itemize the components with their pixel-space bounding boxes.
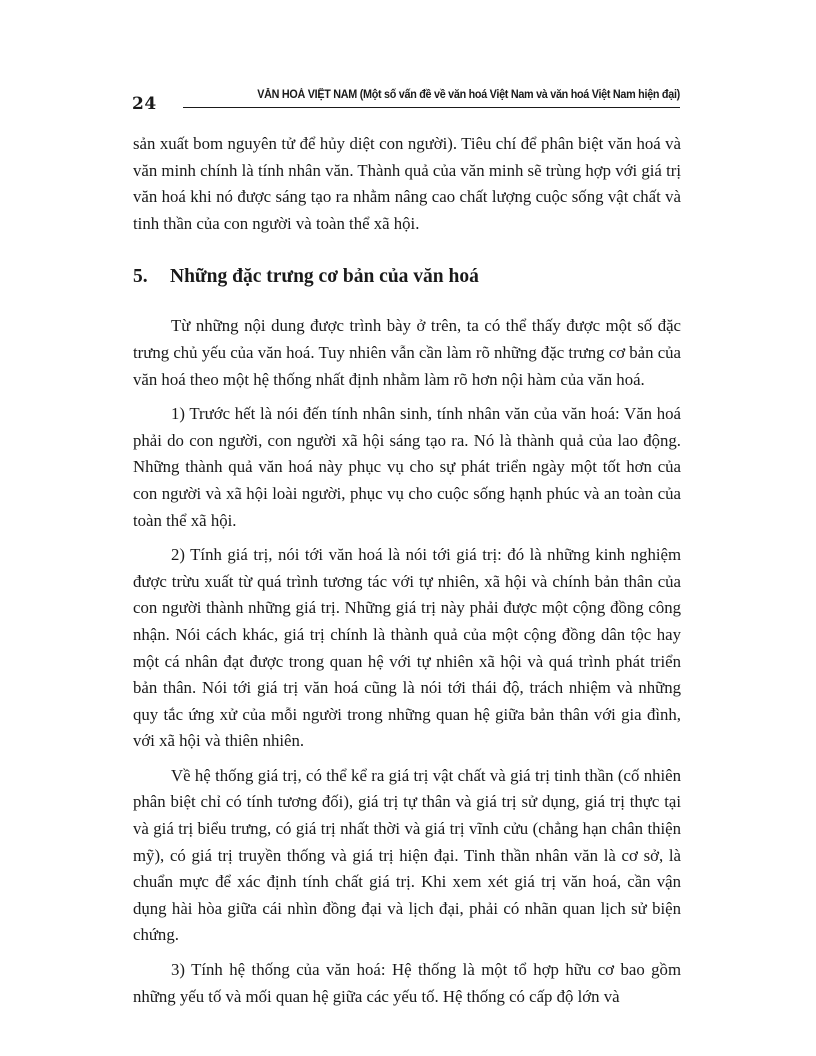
page-body bbox=[133, 131, 681, 1010]
paragraph-value-system: Về hệ thống giá trị, có thể kể ra giá trị vật chất và giá trị tinh thần (cố nhiên phân biệt chỉ có tính tương đối), giá trị tự thân và giá trị sử dụng, giá trị thực tại và giá trị biểu trưng, có giá trị nhất thời và giá trị vĩnh cửu (chẳng hạn chân thiện mỹ), có giá trị truyền thống và giá trị hiện đại. Tinh thần nhân văn là cơ sở, là chuẩn mực để xác định tính chất giá trị. Khi xem xét giá trị văn hoá, cần vận dụng hài hòa giữa cái nhìn đồng đại và lịch đại, phải có nhãn quan lịch sử biện chứng. bbox=[133, 765, 681, 945]
header-rule bbox=[183, 107, 680, 108]
continuation-paragraph: sản xuất bom nguyên tử để hủy diệt con người). Tiêu chí để phân biệt văn hoá và văn minh chính là tính nhân văn. Thành quả của văn minh sẽ trùng hợp với giá trị văn hoá khi nó được sáng tạo ra nhằm nâng cao chất lượng cuộc sống vật chất và tinh thần của con người và toàn thể xã hội. bbox=[133, 134, 681, 233]
paragraph-point-3: 3) Tính hệ thống của văn hoá: Hệ thống là một tổ hợp hữu cơ bao gồm những yếu tố và mối quan hệ giữa các yếu tố. Hệ thống có cấp độ lớn và bbox=[133, 960, 681, 1006]
paragraph-point-2: 2) Tính giá trị, nói tới văn hoá là nói tới giá trị: đó là những kinh nghiệm được trừu xuất từ quá trình tương tác với tự nhiên, xã hội và chính bản thân của con người thành những giá trị. Những giá trị này phải được một cộng đồng công nhận. Nói cách khác, giá trị chính là thành quả của một cộng đồng dân tộc hay một cá nhân đạt được trong quan hệ với tự nhiên xã hội và quá trình phát triển bản thân. Nói tới giá trị văn hoá cũng là nói tới thái độ, trách nhiệm và những quy tắc ứng xử của mỗi người trong những quan hệ giữa bản thân với gia đình, với xã hội và thiên nhiên. bbox=[133, 545, 681, 751]
section-title: Những đặc trưng cơ bản của văn hoá bbox=[170, 266, 479, 288]
page-number: 24 bbox=[132, 94, 157, 114]
section-heading bbox=[133, 264, 681, 290]
paragraph-intro: Từ những nội dung được trình bày ở trên, ta có thể thấy được một số đặc trưng chủ yếu của văn hoá. Tuy nhiên vẫn cần làm rõ những đặc trưng cơ bản của văn hoá theo một hệ thống nhất định nhằm làm rõ hơn nội hàm của văn hoá. bbox=[133, 316, 681, 389]
running-header-title: VĂN HOÁ VIỆT NAM (Một số vấn đề về văn hoá Việt Nam và văn hoá Việt Nam hiện đại) bbox=[257, 88, 680, 101]
paragraph-point-1: 1) Trước hết là nói đến tính nhân sinh, tính nhân văn của văn hoá: Văn hoá phải do con người, con người xã hội sáng tạo ra. Nó là thành quả của lao động. Những thành quả văn hoá này phục vụ cho sự phát triển ngày một tốt hơn của con người và xã hội loài người, phục vụ cho cuộc sống hạnh phúc và an toàn của toàn thể xã hội. bbox=[133, 404, 681, 530]
section-number: 5. bbox=[133, 266, 148, 288]
